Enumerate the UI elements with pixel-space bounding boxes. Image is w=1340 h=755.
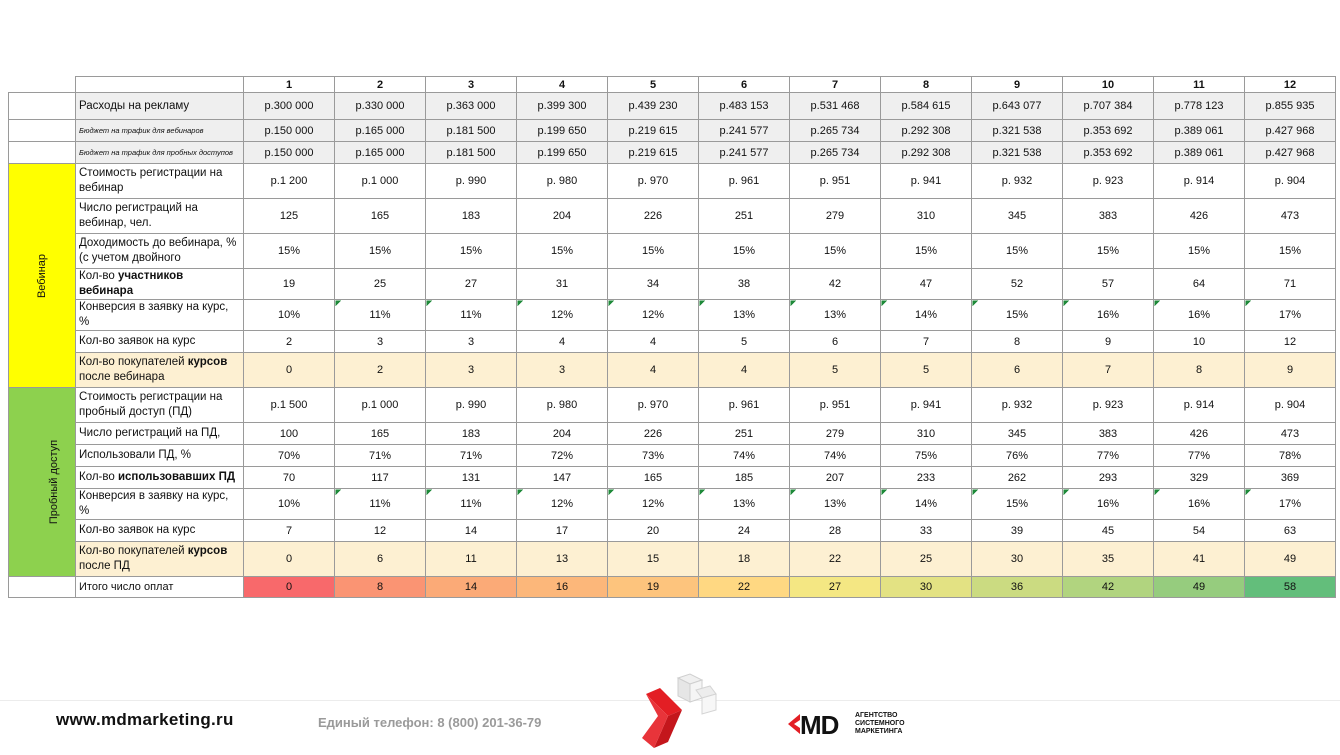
data-cell[interactable]: 9 [1063, 331, 1154, 353]
data-cell[interactable]: 185 [699, 467, 790, 489]
column-header[interactable]: 6 [699, 77, 790, 93]
data-cell[interactable]: 131 [426, 467, 517, 489]
data-cell[interactable]: р.389 061 [1154, 142, 1245, 164]
data-cell[interactable]: 30 [972, 542, 1063, 577]
data-cell[interactable]: 16% [1154, 489, 1245, 520]
data-cell[interactable]: 10 [1154, 331, 1245, 353]
total-cell[interactable]: 0 [244, 577, 335, 598]
data-cell[interactable]: 54 [1154, 520, 1245, 542]
data-cell[interactable]: 8 [972, 331, 1063, 353]
data-cell[interactable]: р. 980 [517, 164, 608, 199]
total-cell[interactable]: 30 [881, 577, 972, 598]
data-cell[interactable]: р.399 300 [517, 93, 608, 120]
column-header[interactable]: 3 [426, 77, 517, 93]
data-cell[interactable]: р.292 308 [881, 120, 972, 142]
data-cell[interactable]: 34 [608, 269, 699, 300]
data-cell[interactable]: 6 [790, 331, 881, 353]
data-cell[interactable]: 165 [335, 423, 426, 445]
row-label[interactable]: Бюджет на трафик для пробных доступов [76, 142, 244, 164]
row-label[interactable]: Стоимость регистрации на пробный доступ (ПД) [76, 388, 244, 423]
data-cell[interactable]: р.199 650 [517, 120, 608, 142]
data-cell[interactable]: р.427 968 [1245, 142, 1336, 164]
row-side-cell [9, 120, 76, 142]
group-label: Вебинар [36, 253, 48, 298]
data-cell[interactable]: 11 [426, 542, 517, 577]
column-header[interactable]: 11 [1154, 77, 1245, 93]
data-cell[interactable]: 11% [426, 489, 517, 520]
table-row [9, 467, 1336, 489]
data-cell[interactable]: 70 [244, 467, 335, 489]
data-cell[interactable]: 76% [972, 445, 1063, 467]
data-cell[interactable]: 7 [881, 331, 972, 353]
data-cell[interactable]: р.643 077 [972, 93, 1063, 120]
data-cell[interactable]: р.150 000 [244, 120, 335, 142]
data-cell[interactable]: 7 [1063, 353, 1154, 388]
data-cell[interactable]: 165 [608, 467, 699, 489]
data-cell[interactable]: 15% [790, 234, 881, 269]
phone-number: Единый телефон: 8 (800) 201-36-79 [318, 715, 542, 730]
data-cell[interactable]: р.165 000 [335, 120, 426, 142]
data-cell[interactable]: 42 [790, 269, 881, 300]
table-row [9, 489, 1336, 520]
data-cell[interactable]: 14% [881, 489, 972, 520]
data-cell[interactable]: 426 [1154, 199, 1245, 234]
data-cell[interactable]: 4 [608, 353, 699, 388]
data-cell[interactable]: 12 [1245, 331, 1336, 353]
data-cell[interactable]: 38 [699, 269, 790, 300]
data-cell[interactable]: 77% [1154, 445, 1245, 467]
column-header[interactable]: 8 [881, 77, 972, 93]
data-cell[interactable]: р.389 061 [1154, 120, 1245, 142]
data-cell[interactable]: 165 [335, 199, 426, 234]
data-cell[interactable]: р. 932 [972, 164, 1063, 199]
spreadsheet-table [8, 76, 1333, 598]
data-cell[interactable]: 71% [426, 445, 517, 467]
data-cell[interactable]: 9 [1245, 353, 1336, 388]
table-row [9, 269, 1336, 300]
data-cell[interactable]: 473 [1245, 199, 1336, 234]
data-cell[interactable]: 31 [517, 269, 608, 300]
data-cell[interactable]: р. 961 [699, 388, 790, 423]
data-cell[interactable]: 279 [790, 423, 881, 445]
data-cell[interactable]: 10% [244, 300, 335, 331]
data-cell[interactable]: р.219 615 [608, 120, 699, 142]
data-cell[interactable]: р. 970 [608, 388, 699, 423]
total-cell[interactable]: 27 [790, 577, 881, 598]
table-row [9, 331, 1336, 353]
data-cell[interactable]: 15% [972, 489, 1063, 520]
data-cell[interactable]: 207 [790, 467, 881, 489]
data-cell[interactable]: 383 [1063, 199, 1154, 234]
data-cell[interactable]: 25 [881, 542, 972, 577]
total-cell[interactable]: 36 [972, 577, 1063, 598]
data-cell[interactable]: 45 [1063, 520, 1154, 542]
data-cell[interactable]: р.330 000 [335, 93, 426, 120]
data-cell[interactable]: р. 951 [790, 388, 881, 423]
data-cell[interactable]: р.427 968 [1245, 120, 1336, 142]
data-cell[interactable]: 16% [1063, 489, 1154, 520]
header-label-cell [76, 77, 244, 93]
data-cell[interactable]: р. 961 [699, 164, 790, 199]
data-cell[interactable]: 73% [608, 445, 699, 467]
table-row [9, 199, 1336, 234]
row-label[interactable]: Число регистраций на вебинар, чел. [76, 199, 244, 234]
data-cell[interactable]: 18 [699, 542, 790, 577]
data-cell[interactable]: 15% [608, 234, 699, 269]
data-cell[interactable]: 329 [1154, 467, 1245, 489]
data-cell[interactable]: р. 970 [608, 164, 699, 199]
total-cell[interactable]: 14 [426, 577, 517, 598]
total-cell[interactable]: 22 [699, 577, 790, 598]
data-cell[interactable]: 78% [1245, 445, 1336, 467]
data-cell[interactable]: 12 [335, 520, 426, 542]
table-row [9, 164, 1336, 199]
data-cell[interactable]: р.241 577 [699, 142, 790, 164]
row-side-cell [9, 93, 76, 120]
data-cell[interactable]: 57 [1063, 269, 1154, 300]
data-cell[interactable]: р.353 692 [1063, 120, 1154, 142]
data-cell[interactable]: 15% [426, 234, 517, 269]
column-header[interactable]: 2 [335, 77, 426, 93]
data-cell[interactable]: 74% [790, 445, 881, 467]
data-cell[interactable]: 11% [335, 300, 426, 331]
data-cell[interactable]: 345 [972, 423, 1063, 445]
data-cell[interactable]: 125 [244, 199, 335, 234]
data-cell[interactable]: 35 [1063, 542, 1154, 577]
row-label[interactable]: Кол-во использовавших ПД [76, 467, 244, 489]
data-cell[interactable]: р.321 538 [972, 120, 1063, 142]
table-row [9, 388, 1336, 423]
data-cell[interactable]: р. 904 [1245, 164, 1336, 199]
data-cell[interactable]: 0 [244, 542, 335, 577]
data-cell[interactable]: 77% [1063, 445, 1154, 467]
row-label[interactable]: Стоимость регистрации на вебинар [76, 164, 244, 199]
data-cell[interactable]: 251 [699, 423, 790, 445]
table-row [9, 300, 1336, 331]
column-header[interactable]: 5 [608, 77, 699, 93]
column-header[interactable]: 7 [790, 77, 881, 93]
total-cell[interactable]: 19 [608, 577, 699, 598]
data-cell[interactable]: 12% [608, 489, 699, 520]
row-label[interactable]: Использовали ПД, % [76, 445, 244, 467]
data-cell[interactable]: 473 [1245, 423, 1336, 445]
data-cell[interactable]: р. 990 [426, 164, 517, 199]
corner-cell [9, 77, 76, 93]
data-cell[interactable]: р.150 000 [244, 142, 335, 164]
total-cell[interactable]: 16 [517, 577, 608, 598]
total-cell[interactable]: 8 [335, 577, 426, 598]
data-cell[interactable]: 12% [517, 489, 608, 520]
column-header[interactable]: 1 [244, 77, 335, 93]
data-cell[interactable]: 17% [1245, 489, 1336, 520]
table-row [9, 445, 1336, 467]
data-cell[interactable]: р. 951 [790, 164, 881, 199]
row-label[interactable]: Бюджет на трафик для вебинаров [76, 120, 244, 142]
data-cell[interactable]: 5 [790, 353, 881, 388]
data-cell[interactable]: р.300 000 [244, 93, 335, 120]
data-cell[interactable]: р.265 734 [790, 142, 881, 164]
data-cell[interactable]: 12% [608, 300, 699, 331]
data-cell[interactable]: 226 [608, 199, 699, 234]
table-row [9, 120, 1336, 142]
data-cell[interactable]: 279 [790, 199, 881, 234]
data-cell[interactable]: р.1 200 [244, 164, 335, 199]
data-cell[interactable]: р.584 615 [881, 93, 972, 120]
table-row [9, 353, 1336, 388]
data-cell[interactable]: р.1 000 [335, 164, 426, 199]
data-cell[interactable]: 20 [608, 520, 699, 542]
data-cell[interactable]: 22 [790, 542, 881, 577]
data-cell[interactable]: 2 [335, 353, 426, 388]
row-side-cell [9, 142, 76, 164]
data-cell[interactable]: 383 [1063, 423, 1154, 445]
data-cell[interactable]: 24 [699, 520, 790, 542]
group-webinar [9, 164, 76, 388]
data-cell[interactable]: 15% [1063, 234, 1154, 269]
data-cell[interactable]: 15% [335, 234, 426, 269]
data-cell[interactable]: р.321 538 [972, 142, 1063, 164]
data-cell[interactable]: 7 [244, 520, 335, 542]
data-cell[interactable]: 183 [426, 199, 517, 234]
data-cell[interactable]: 15% [1245, 234, 1336, 269]
data-cell[interactable]: 11% [426, 300, 517, 331]
table-row [9, 234, 1336, 269]
data-cell[interactable]: 8 [1154, 353, 1245, 388]
data-cell[interactable]: 369 [1245, 467, 1336, 489]
total-cell[interactable]: 49 [1154, 577, 1245, 598]
data-cell[interactable]: 310 [881, 423, 972, 445]
data-cell[interactable]: р.219 615 [608, 142, 699, 164]
group-trial [9, 388, 76, 577]
data-cell[interactable]: 13% [790, 300, 881, 331]
row-label[interactable]: Расходы на рекламу [76, 93, 244, 120]
data-cell[interactable]: 28 [790, 520, 881, 542]
row-label[interactable]: Кол-во заявок на курс [76, 331, 244, 353]
data-cell[interactable]: 262 [972, 467, 1063, 489]
data-cell[interactable]: 16% [1063, 300, 1154, 331]
data-cell[interactable]: 63 [1245, 520, 1336, 542]
data-cell[interactable]: 72% [517, 445, 608, 467]
data-cell[interactable]: 5 [699, 331, 790, 353]
data-cell[interactable]: 310 [881, 199, 972, 234]
data-cell[interactable]: р.181 500 [426, 120, 517, 142]
data-cell[interactable]: 147 [517, 467, 608, 489]
group-label: Пробный доступ [48, 439, 61, 525]
data-cell[interactable]: р.265 734 [790, 120, 881, 142]
data-cell[interactable]: р.1 000 [335, 388, 426, 423]
data-cell[interactable]: 71 [1245, 269, 1336, 300]
data-cell[interactable]: 49 [1245, 542, 1336, 577]
data-cell[interactable]: 6 [335, 542, 426, 577]
svg-text:MD: MD [800, 710, 839, 740]
table-row [9, 542, 1336, 577]
data-cell[interactable]: 251 [699, 199, 790, 234]
data-cell[interactable]: 4 [517, 331, 608, 353]
data-cell[interactable]: р.778 123 [1154, 93, 1245, 120]
data-cell[interactable]: р. 990 [426, 388, 517, 423]
total-cell[interactable]: 58 [1245, 577, 1336, 598]
data-cell[interactable]: р. 923 [1063, 388, 1154, 423]
data-cell[interactable]: 19 [244, 269, 335, 300]
column-header[interactable]: 9 [972, 77, 1063, 93]
data-cell[interactable]: 14 [426, 520, 517, 542]
data-cell[interactable]: 6 [972, 353, 1063, 388]
total-cell[interactable]: 42 [1063, 577, 1154, 598]
row-label[interactable]: Конверсия в заявку на курс, % [76, 489, 244, 520]
data-cell[interactable]: 13% [699, 489, 790, 520]
data-cell[interactable]: р.165 000 [335, 142, 426, 164]
data-cell[interactable]: 27 [426, 269, 517, 300]
table-row [9, 93, 1336, 120]
data-cell[interactable]: 233 [881, 467, 972, 489]
data-cell[interactable]: 426 [1154, 423, 1245, 445]
row-label[interactable]: Кол-во участников вебинара [76, 269, 244, 300]
header-row [9, 77, 1336, 93]
data-cell[interactable]: 70% [244, 445, 335, 467]
agency-logo-mark-icon [638, 672, 718, 754]
data-cell[interactable]: 75% [881, 445, 972, 467]
row-label[interactable]: Кол-во заявок на курс [76, 520, 244, 542]
data-cell[interactable]: р.531 468 [790, 93, 881, 120]
data-cell[interactable]: р.483 153 [699, 93, 790, 120]
data-cell[interactable]: 17% [1245, 300, 1336, 331]
data-cell[interactable]: 15% [699, 234, 790, 269]
data-cell[interactable]: 204 [517, 199, 608, 234]
data-cell[interactable]: 15% [1154, 234, 1245, 269]
data-cell[interactable]: 64 [1154, 269, 1245, 300]
data-cell[interactable]: 74% [699, 445, 790, 467]
data-cell[interactable]: 16% [1154, 300, 1245, 331]
data-cell[interactable]: 5 [881, 353, 972, 388]
data-cell[interactable]: р.199 650 [517, 142, 608, 164]
data-cell[interactable]: р.855 935 [1245, 93, 1336, 120]
data-cell[interactable]: 3 [517, 353, 608, 388]
data-cell[interactable]: 15% [972, 300, 1063, 331]
data-cell[interactable]: 33 [881, 520, 972, 542]
data-cell[interactable]: р.241 577 [699, 120, 790, 142]
data-cell[interactable]: 13% [790, 489, 881, 520]
row-label[interactable]: Доходимость до вебинара, % (с учетом двойного [76, 234, 244, 269]
total-row [9, 577, 1336, 598]
data-cell[interactable]: 3 [426, 331, 517, 353]
data-cell[interactable]: р. 941 [881, 388, 972, 423]
data-cell[interactable]: р.707 384 [1063, 93, 1154, 120]
table-row [9, 520, 1336, 542]
data-cell[interactable]: р. 980 [517, 388, 608, 423]
data-cell[interactable]: р.292 308 [881, 142, 972, 164]
data-cell[interactable]: 12% [517, 300, 608, 331]
data-cell[interactable]: 0 [244, 353, 335, 388]
row-side-cell [9, 577, 76, 598]
data-cell[interactable]: 25 [335, 269, 426, 300]
data-cell[interactable]: 2 [244, 331, 335, 353]
data-cell[interactable]: 117 [335, 467, 426, 489]
table-row [9, 423, 1336, 445]
data-cell[interactable]: 14% [881, 300, 972, 331]
row-label[interactable]: Кол-во покупателей курсов после ПД [76, 542, 244, 577]
row-label[interactable]: Число регистраций на ПД, [76, 423, 244, 445]
data-cell[interactable]: 71% [335, 445, 426, 467]
data-cell[interactable]: 3 [335, 331, 426, 353]
data-cell[interactable]: р.1 500 [244, 388, 335, 423]
data-cell[interactable]: р. 932 [972, 388, 1063, 423]
table-row [9, 142, 1336, 164]
data-cell[interactable]: 47 [881, 269, 972, 300]
data-cell[interactable]: 13 [517, 542, 608, 577]
data-cell[interactable]: 17 [517, 520, 608, 542]
data-cell[interactable]: 15 [608, 542, 699, 577]
data-cell[interactable]: 204 [517, 423, 608, 445]
data-cell[interactable]: 4 [608, 331, 699, 353]
row-label[interactable]: Кол-во покупателей курсов после вебинара [76, 353, 244, 388]
data-cell[interactable]: 15% [881, 234, 972, 269]
data-cell[interactable]: р.353 692 [1063, 142, 1154, 164]
data-cell[interactable]: 39 [972, 520, 1063, 542]
column-header[interactable]: 4 [517, 77, 608, 93]
data-cell[interactable]: р. 904 [1245, 388, 1336, 423]
row-label[interactable]: Конверсия в заявку на курс, % [76, 300, 244, 331]
data-cell[interactable]: р.181 500 [426, 142, 517, 164]
data-cell[interactable]: р. 941 [881, 164, 972, 199]
data-cell[interactable]: 100 [244, 423, 335, 445]
data-cell[interactable]: 13% [699, 300, 790, 331]
column-header[interactable]: 10 [1063, 77, 1154, 93]
data-cell[interactable]: р.439 230 [608, 93, 699, 120]
data-cell[interactable]: 11% [335, 489, 426, 520]
agency-name: АГЕНТСТВО СИСТЕМНОГО МАРКЕТИНГА [855, 712, 905, 735]
data-cell[interactable]: 52 [972, 269, 1063, 300]
website-link[interactable]: www.mdmarketing.ru [56, 710, 234, 729]
data-cell[interactable]: 4 [699, 353, 790, 388]
data-cell[interactable]: 226 [608, 423, 699, 445]
data-cell[interactable]: р. 923 [1063, 164, 1154, 199]
data-cell[interactable]: 15% [244, 234, 335, 269]
data-cell[interactable]: 345 [972, 199, 1063, 234]
data-cell[interactable]: 15% [972, 234, 1063, 269]
data-cell[interactable]: р.363 000 [426, 93, 517, 120]
data-cell[interactable]: р. 914 [1154, 164, 1245, 199]
column-header[interactable]: 12 [1245, 77, 1336, 93]
data-cell[interactable]: 15% [517, 234, 608, 269]
data-cell[interactable]: 3 [426, 353, 517, 388]
data-cell[interactable]: 10% [244, 489, 335, 520]
data-cell[interactable]: 183 [426, 423, 517, 445]
data-cell[interactable]: р. 914 [1154, 388, 1245, 423]
data-cell[interactable]: 293 [1063, 467, 1154, 489]
total-label[interactable]: Итого число оплат [76, 577, 244, 598]
data-cell[interactable]: 41 [1154, 542, 1245, 577]
